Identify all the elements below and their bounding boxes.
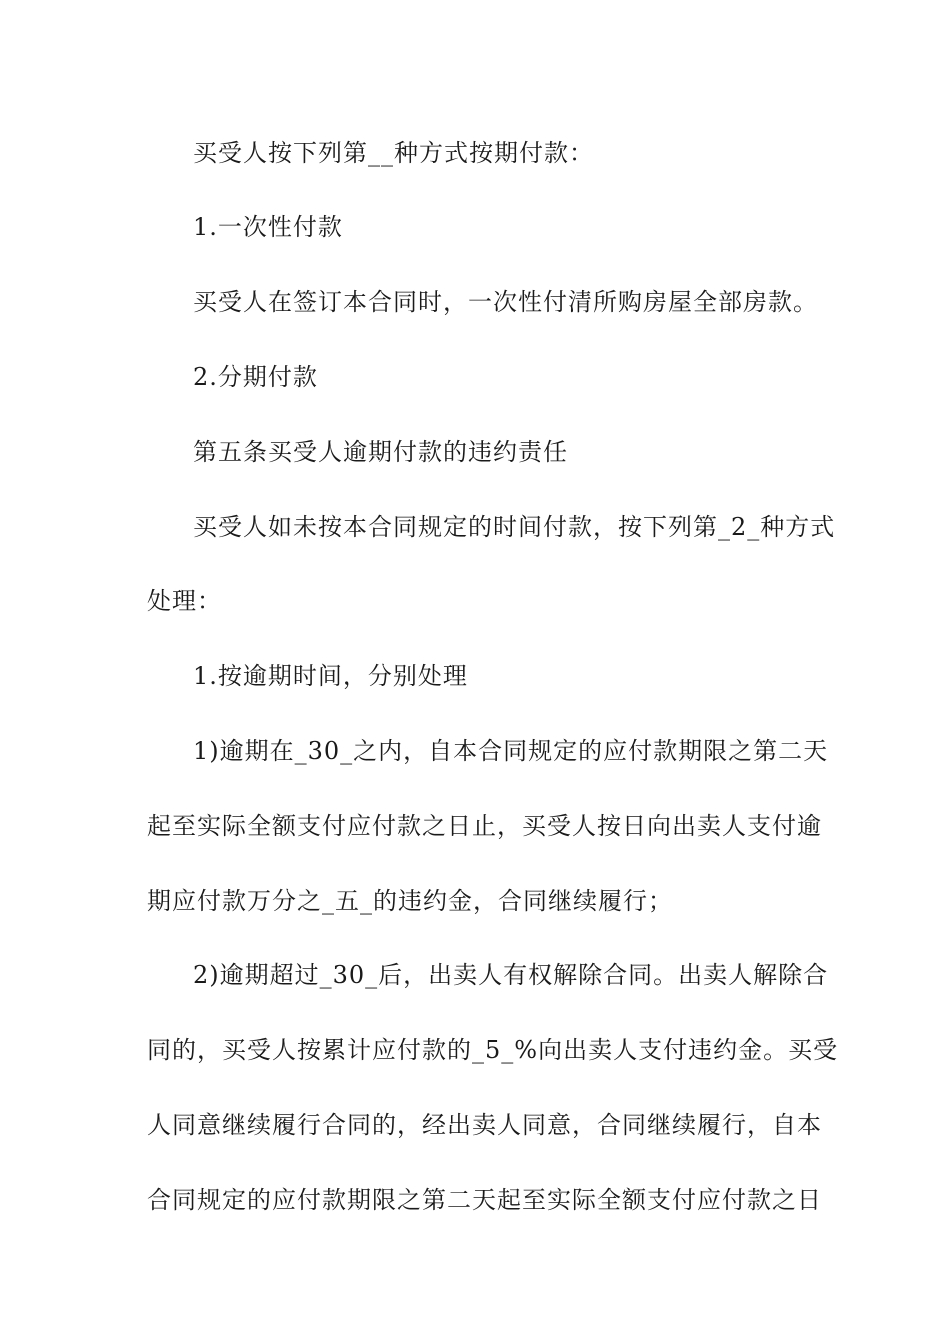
article-five-title: 第五条买受人逾期付款的违约责任 (193, 438, 568, 466)
clause-1-line-1: 1)逾期在_30_之内，自本合同规定的应付款期限之第二天 (193, 737, 829, 765)
overdue-paragraph-line-2: 处理： (147, 587, 222, 615)
clause-1-line-2: 起至实际全额支付应付款之日止，买受人按日向出卖人支付逾 (147, 812, 822, 840)
clause-2-line-2: 同的，买受人按累计应付款的_5_%向出卖人支付违约金。买受 (147, 1036, 839, 1064)
clause-2-line-1: 2)逾期超过_30_后，出卖人有权解除合同。出卖人解除合 (193, 961, 829, 989)
installment-heading: 2.分期付款 (193, 363, 318, 391)
clause-2-line-3: 人同意继续履行合同的，经出卖人同意，合同继续履行，自本 (147, 1111, 822, 1139)
lump-sum-heading: 1.一次性付款 (193, 213, 343, 241)
clause-2-line-4: 合同规定的应付款期限之第二天起至实际全额支付应付款之日 (147, 1186, 822, 1214)
lump-sum-text: 买受人在签订本合同时，一次性付清所购房屋全部房款。 (193, 288, 818, 316)
payment-method-line: 买受人按下列第__种方式按期付款： (193, 139, 594, 167)
clause-1-line-3: 期应付款万分之_五_的违约金，合同继续履行； (147, 887, 673, 915)
by-time-heading: 1.按逾期时间，分别处理 (193, 662, 468, 690)
overdue-paragraph-line-1: 买受人如未按本合同规定的时间付款，按下列第_2_种方式 (193, 513, 836, 541)
